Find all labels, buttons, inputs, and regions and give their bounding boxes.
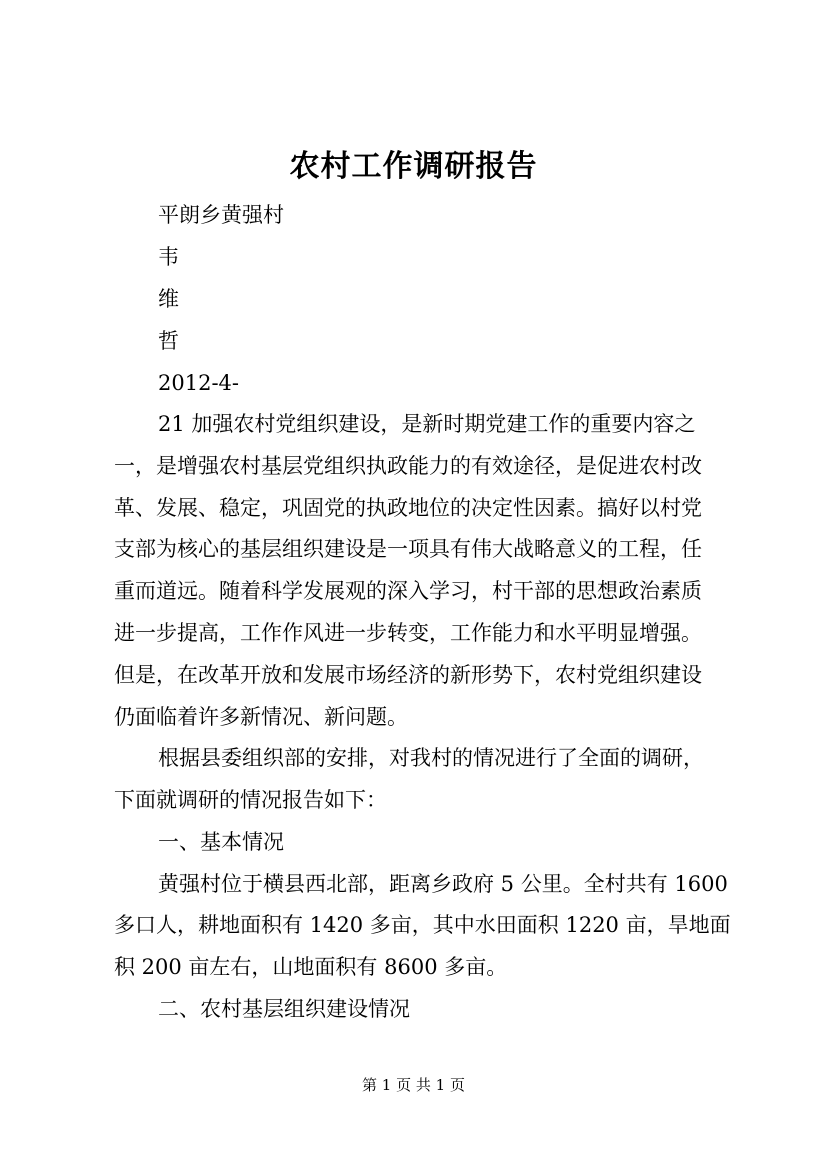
paragraph-line: 支部为核心的基层组织建设是一项具有伟大战略意义的工程，任 (114, 537, 702, 561)
author-name-char-1: 韦 (158, 245, 179, 269)
author-name-char-3: 哲 (158, 329, 179, 353)
author-location: 平朗乡黄强村 (158, 203, 284, 227)
section-heading-organization: 二、农村基层组织建设情况 (158, 997, 410, 1021)
paragraph-line: 多口人，耕地面积有 1420 多亩，其中水田面积 1220 亩，旱地面 (114, 913, 731, 937)
paragraph-line: 革、发展、稳定，巩固党的执政地位的决定性因素。搞好以村党 (114, 496, 702, 520)
paragraph-line: 黄强村位于横县西北部，距离乡政府 5 公里。全村共有 1600 (158, 872, 728, 896)
page-footer: 第 1 页 共 1 页 (362, 1076, 465, 1094)
paragraph-line: 下面就调研的情况报告如下： (114, 788, 387, 812)
section-heading-basic-info: 一、基本情况 (158, 830, 284, 854)
paragraph-line: 重而道远。随着科学发展观的深入学习，村干部的思想政治素质 (114, 579, 702, 603)
paragraph-line: 仍面临着许多新情况、新问题。 (114, 705, 408, 729)
paragraph-line: 21 加强农村党组织建设，是新时期党建工作的重要内容之 (158, 412, 696, 436)
page-title: 农村工作调研报告 (289, 149, 538, 184)
document-date: 2012-4- (158, 371, 239, 395)
paragraph-line: 根据县委组织部的安排，对我村的情况进行了全面的调研， (158, 746, 704, 770)
paragraph-line: 进一步提高，工作作风进一步转变，工作能力和水平明显增强。 (114, 621, 702, 645)
paragraph-line: 积 200 亩左右，山地面积有 8600 多亩。 (114, 955, 508, 979)
paragraph-line: 一，是增强农村基层党组织执政能力的有效途径，是促进农村改 (114, 454, 702, 478)
author-name-char-2: 维 (158, 287, 179, 311)
paragraph-line: 但是，在改革开放和发展市场经济的新形势下，农村党组织建设 (114, 663, 702, 687)
